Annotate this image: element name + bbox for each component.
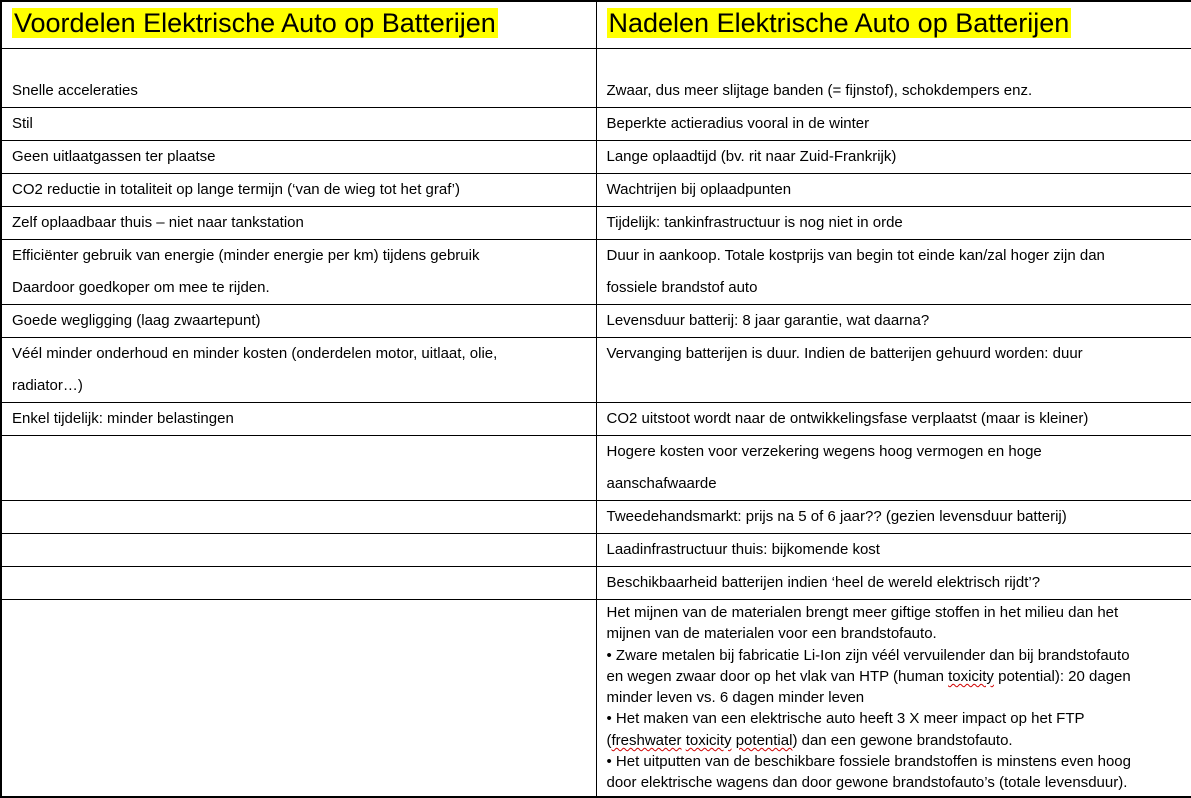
cell-line: Goede wegligging (laag zwaartepunt): [12, 312, 261, 329]
advantage-cell-empty: [1, 501, 596, 534]
text-run: potential): 20 dagen: [998, 667, 1131, 685]
cell-line: fossiele brandstof auto: [606, 279, 758, 296]
advantage-cell-empty: [1, 600, 596, 797]
cell-line: Geen uitlaatgassen ter plaatse: [12, 148, 216, 165]
header-disadvantages: [596, 1, 1191, 49]
disadvantage-cell: [596, 207, 1191, 240]
disadvantage-cell: [596, 501, 1191, 534]
cell-line: Het mijnen van de materialen brengt meer giftige stoffen in het milieu dan het: [606, 604, 1119, 621]
cell-line: Beschikbaarheid batterijen indien ‘heel de wereld elektrisch rijdt’?: [606, 574, 1041, 591]
table-row: [1, 403, 1191, 436]
cell-line: [607, 730, 1186, 751]
table-row: [1, 600, 1191, 797]
cell-line: Laadinfrastructuur thuis: bijkomende kost: [606, 541, 880, 558]
cell-line: Zelf oplaadbaar thuis – niet naar tankstation: [12, 214, 304, 231]
table-row: [1, 567, 1191, 600]
table-row: [1, 49, 1191, 108]
cell-line: Daardoor goedkoper om mee te rijden.: [12, 279, 270, 296]
disadvantage-cell-environment: [596, 600, 1191, 797]
cell-line: CO2 reductie in totaliteit op lange termijn (‘van de wieg tot het graf’): [12, 181, 461, 198]
cell-line: mijnen van de materialen voor een brandstofauto.: [606, 625, 937, 643]
advantage-cell-empty: [1, 436, 596, 501]
cell-line: minder leven vs. 6 dagen minder leven: [606, 689, 865, 707]
advantage-cell-empty: [1, 534, 596, 567]
bullet-line: • Zware metalen bij fabricatie Li-Ion zijn véél vervuilender dan bij brandstofauto: [606, 646, 1130, 664]
advantage-cell: [1, 49, 596, 108]
header-advantages: [1, 1, 596, 49]
disadvantage-cell: [596, 534, 1191, 567]
spellcheck-word: toxicity: [685, 731, 732, 749]
cell-line: Vervanging batterijen is duur. Indien de batterijen gehuurd worden: duur: [606, 345, 1083, 362]
cell-line: Tijdelijk: tankinfrastructuur is nog niet in orde: [606, 214, 903, 231]
table-row: [1, 501, 1191, 534]
cell-line: Beperkte actieradius vooral in de winter: [606, 115, 870, 132]
cell-line: Wachtrijen bij oplaadpunten: [606, 181, 792, 198]
header-row: [1, 1, 1191, 49]
spellcheck-word: toxicity: [948, 667, 994, 685]
header-advantages-text: Voordelen Elektrische Auto op Batterijen: [14, 8, 496, 38]
cell-line: [607, 666, 1186, 687]
table-row: [1, 240, 1191, 305]
disadvantage-cell: [596, 174, 1191, 207]
cell-line: radiator…): [12, 377, 83, 394]
advantage-cell: [1, 207, 596, 240]
disadvantage-cell: [596, 141, 1191, 174]
table-row: [1, 436, 1191, 501]
bullet-line: • Het uitputten van de beschikbare fossiele brandstoffen is minstens even hoog: [606, 753, 1131, 771]
table-row: [1, 108, 1191, 141]
cell-line: Efficiënter gebruik van energie (minder energie per km) tijdens gebruik: [12, 247, 480, 264]
advantage-cell: [1, 403, 596, 436]
advantage-cell: [1, 141, 596, 174]
disadvantage-cell: [596, 403, 1191, 436]
disadvantage-cell: [596, 240, 1191, 305]
cell-line: Zwaar, dus meer slijtage banden (= fijnstof), schokdempers enz.: [606, 82, 1033, 99]
table-row: [1, 338, 1191, 403]
disadvantage-cell: [596, 305, 1191, 338]
cell-line: aanschafwaarde: [606, 475, 717, 492]
cell-line: CO2 uitstoot wordt naar de ontwikkelingsfase verplaatst (maar is kleiner): [606, 410, 1089, 427]
disadvantage-cell: [596, 108, 1191, 141]
text-run: ) dan een gewone brandstofauto.: [792, 731, 1013, 749]
table-row: [1, 141, 1191, 174]
header-disadvantages-text: Nadelen Elektrische Auto op Batterijen: [608, 8, 1070, 38]
text-run: en wegen zwaar door op het vlak van HTP (human: [606, 667, 944, 685]
advantage-cell: [1, 240, 596, 305]
advantage-cell: [1, 305, 596, 338]
advantage-cell-empty: [1, 567, 596, 600]
advantage-cell: [1, 174, 596, 207]
cell-line: Snelle acceleraties: [12, 82, 138, 99]
cell-line: Duur in aankoop. Totale kostprijs van begin tot einde kan/zal hoger zijn dan: [606, 247, 1105, 264]
bullet-line: • Het maken van een elektrische auto heeft 3 X meer impact op het FTP: [606, 710, 1085, 728]
disadvantage-cell: [596, 338, 1191, 403]
cell-line: door elektrische wagens dan door gewone brandstofauto’s (totale levensduur).: [606, 774, 1128, 792]
table-row: [1, 534, 1191, 567]
cell-line: Stil: [12, 115, 33, 132]
disadvantage-cell: [596, 49, 1191, 108]
cell-line: Lange oplaadtijd (bv. rit naar Zuid-Frankrijk): [606, 148, 897, 165]
disadvantage-cell: [596, 436, 1191, 501]
table-row: [1, 207, 1191, 240]
cell-line: Enkel tijdelijk: minder belastingen: [12, 410, 234, 427]
advantage-cell: [1, 108, 596, 141]
disadvantage-cell: [596, 567, 1191, 600]
text-run: (: [606, 731, 612, 749]
spellcheck-word: potential: [735, 731, 793, 749]
cell-line: Hogere kosten voor verzekering wegens hoog vermogen en hoge: [606, 443, 1042, 460]
cell-line: Levensduur batterij: 8 jaar garantie, wat daarna?: [606, 312, 930, 329]
cell-line: Tweedehandsmarkt: prijs na 5 of 6 jaar?? (gezien levensduur batterij): [606, 508, 1067, 525]
spellcheck-word: freshwater: [611, 731, 682, 749]
table-row: [1, 305, 1191, 338]
advantage-cell: [1, 338, 596, 403]
cell-line: Véél minder onderhoud en minder kosten (onderdelen motor, uitlaat, olie,: [12, 345, 498, 362]
table-row: [1, 174, 1191, 207]
